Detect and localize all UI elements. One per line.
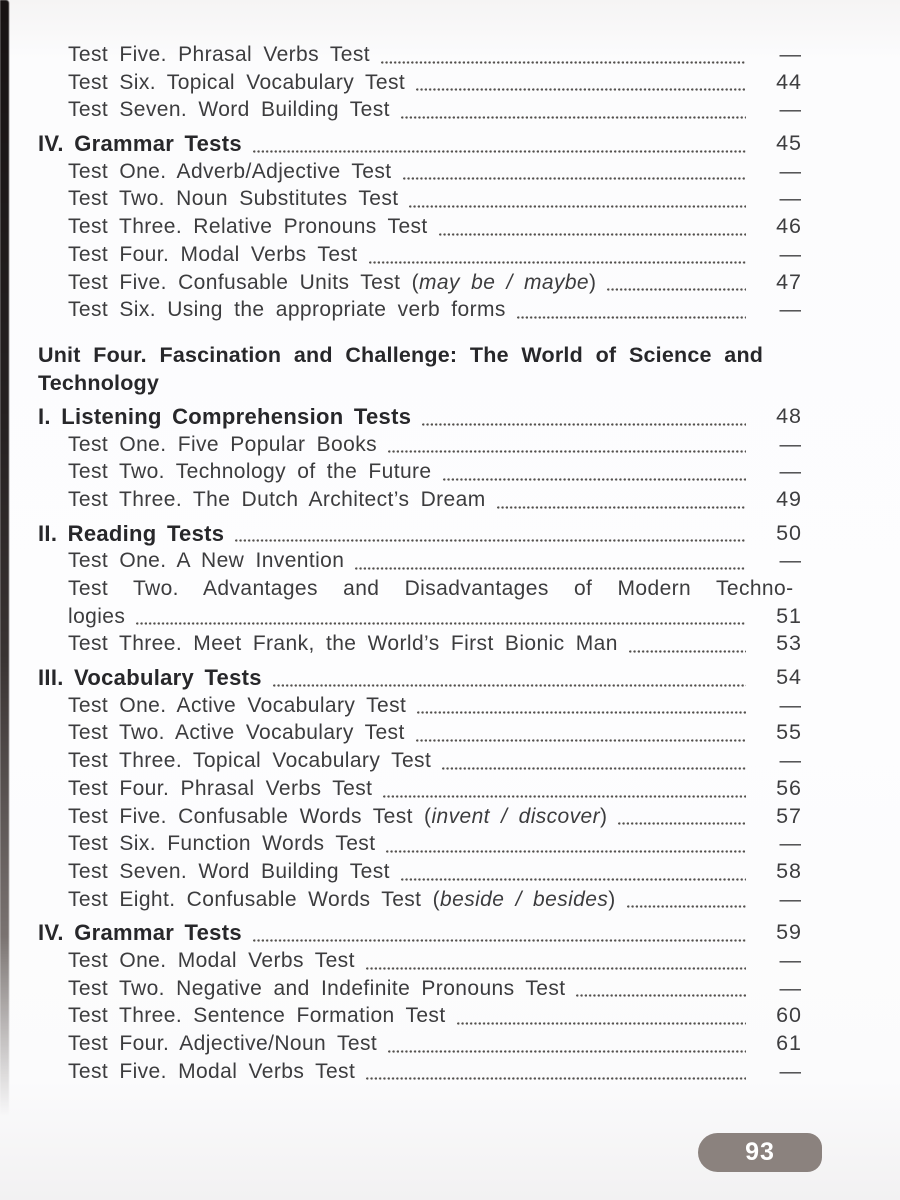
toc-entry-title: Test Five. Modal Verbs Test: [68, 1059, 356, 1083]
toc-entry: [38, 403, 411, 431]
toc-entry-suffix: ): [589, 270, 597, 294]
toc-row: [38, 96, 802, 124]
dot-leader: [409, 185, 746, 213]
dot-leader: [273, 664, 746, 692]
toc-entry-title: Test One. Active Vocabulary Test: [68, 693, 407, 717]
toc-entry: [38, 1058, 355, 1086]
toc-row: [38, 296, 802, 324]
toc-entry: [38, 886, 616, 914]
dot-leader: [416, 719, 746, 747]
toc-entry-page-number: —: [779, 431, 802, 456]
dot-leader: [442, 747, 746, 775]
toc-entry-title: logies: [68, 604, 126, 628]
toc-entry: [38, 803, 607, 831]
toc-entry-page-number: —: [779, 1058, 802, 1083]
toc-entry-page-number: —: [779, 297, 802, 322]
dot-leader: [253, 919, 746, 947]
toc-entry-page-number: —: [779, 692, 802, 717]
toc-entry-page-number: —: [779, 548, 802, 573]
toc-row: [38, 975, 802, 1003]
toc-row: [38, 241, 802, 269]
toc-entry-title: Test Five. Phrasal Verbs Test: [68, 43, 370, 66]
toc-entry: [38, 919, 242, 947]
toc-row: [38, 886, 802, 914]
toc-entry-page-number: 49: [776, 486, 802, 511]
toc-row: [38, 1030, 802, 1058]
toc-entry: [38, 185, 398, 213]
dot-leader: [439, 213, 746, 241]
dot-leader: [401, 858, 746, 886]
dot-leader: [366, 1058, 746, 1086]
dot-leader: [401, 96, 746, 124]
toc-entry-title: Test Three. Topical Vocabulary Test: [68, 749, 432, 773]
toc-entry: [38, 719, 405, 747]
toc-entry-italic-term: may be / maybe: [419, 270, 590, 294]
toc-row: [38, 185, 802, 213]
toc-entry-title: Test Three. Relative Pronouns Test: [68, 215, 428, 239]
toc-entry-title: Test Eight. Confusable Words Test (: [68, 887, 441, 911]
toc-entry-page-number: 47: [776, 269, 802, 294]
toc-entry-title: Test Six. Topical Vocabulary Test: [68, 70, 406, 94]
toc-unit-heading-line1: Unit Four. Fascination and Challenge: The World of Science and: [38, 342, 764, 367]
toc-entry-title: Test Two. Negative and Indefinite Pronouns Test: [68, 976, 566, 1000]
toc-entry-title: Test Five. Confusable Units Test (: [68, 270, 420, 294]
toc-entry-page-number: —: [779, 975, 802, 1000]
toc-entry-page-number: —: [779, 97, 802, 122]
toc-entry: [38, 947, 355, 975]
toc-entry: [38, 603, 125, 631]
toc-row: [38, 1058, 802, 1086]
toc-row: [38, 69, 802, 97]
toc-entry: [38, 664, 262, 692]
toc-entry: [38, 130, 242, 158]
toc-entry-title: Test Seven. Word Building Test: [68, 98, 390, 122]
toc-row: [38, 41, 802, 69]
dot-leader: [422, 403, 746, 431]
toc-entry-title: I. Listening Comprehension Tests: [38, 403, 412, 429]
toc-entry-page-number: 50: [776, 520, 802, 545]
dot-leader: [517, 296, 746, 324]
dot-leader: [416, 69, 746, 97]
dot-leader: [618, 803, 746, 831]
dot-leader: [366, 947, 746, 975]
toc-entry: [38, 858, 390, 886]
toc-entry-title: Test Four. Adjective/Noun Test: [68, 1032, 378, 1055]
dot-leader: [417, 692, 746, 720]
dot-leader: [388, 1030, 746, 1058]
toc-entry-page-number: 57: [776, 803, 802, 828]
dot-leader: [629, 630, 746, 658]
toc-entry: [38, 296, 506, 324]
toc-entry-title: Test Three. The Dutch Architect’s Dream: [68, 487, 486, 511]
toc-entry: [38, 458, 432, 486]
toc-entry-page-number: —: [779, 241, 802, 266]
toc-entry-title: Test Seven. Word Building Test: [68, 859, 390, 883]
dot-leader: [383, 775, 746, 803]
toc-row: [38, 1002, 802, 1030]
dot-leader: [576, 975, 746, 1003]
toc-entry-italic-term: invent / discover: [431, 804, 601, 828]
toc-entry-page-number: 46: [776, 214, 802, 239]
toc-entry: [38, 69, 405, 97]
toc-entry-page-number: —: [779, 42, 802, 66]
toc-row: [38, 775, 802, 803]
toc-entry-title: II. Reading Tests: [38, 520, 225, 546]
toc-entry: [38, 41, 370, 69]
dot-leader: [386, 830, 746, 858]
dot-leader: [136, 603, 746, 631]
toc-entry-page-number: —: [779, 886, 802, 911]
toc-row: [38, 603, 802, 631]
dot-leader: [388, 431, 746, 459]
toc-entry-page-number: 61: [776, 1031, 802, 1055]
toc-entry-page-number: —: [779, 186, 802, 211]
toc-entry: [38, 1002, 446, 1030]
toc-entry: [38, 1030, 377, 1058]
toc-entry-page-number: —: [779, 158, 802, 183]
toc-entry-title: Test Two. Technology of the Future: [68, 460, 432, 484]
toc-entry-title: IV. Grammar Tests: [38, 920, 242, 946]
toc-entry: [38, 431, 377, 459]
toc-row: [38, 403, 802, 431]
toc-entry: [38, 213, 428, 241]
dot-leader: [607, 269, 746, 297]
toc-entry-page-number: —: [779, 748, 802, 773]
toc-row: [38, 213, 802, 241]
toc-row: [38, 158, 802, 186]
toc-entry: [38, 975, 565, 1003]
toc-entry-title: Test Three. Meet Frank, the World’s First Bionic Man: [68, 632, 618, 656]
toc-entry-title: Test Two. Active Vocabulary Test: [68, 721, 405, 745]
toc-entry-page-number: 55: [776, 720, 802, 745]
toc-entry-page-number: 58: [776, 858, 802, 883]
toc-entry-page-number: —: [779, 459, 802, 484]
toc-row: [38, 458, 802, 486]
toc-entry-title: Test Four. Phrasal Verbs Test: [68, 776, 373, 800]
toc-row: [38, 747, 802, 775]
toc-row: [38, 803, 802, 831]
book-spine-shadow: [0, 0, 9, 1200]
toc-entry-page-number: —: [779, 831, 802, 856]
toc-entry: [38, 747, 431, 775]
toc-entry-italic-term: beside / besides: [440, 887, 609, 911]
toc-entry-page-number: 44: [776, 69, 802, 94]
dot-leader: [627, 886, 746, 914]
toc-row: [38, 520, 802, 548]
toc-row: [38, 719, 802, 747]
toc-entry-page-number: 60: [776, 1003, 802, 1028]
toc-entry-title: Test Three. Sentence Formation Test: [68, 1004, 446, 1028]
toc-entry-title: Test Six. Using the appropriate verb forms: [68, 298, 506, 322]
toc-entry: [38, 775, 372, 803]
toc-row: [38, 130, 802, 158]
table-of-contents: [38, 41, 802, 1085]
toc-row: [38, 692, 802, 720]
toc-entry: [38, 692, 406, 720]
dot-leader: [253, 130, 746, 158]
toc-entry-title: IV. Grammar Tests: [38, 131, 242, 157]
toc-entry-title: III. Vocabulary Tests: [38, 665, 262, 691]
toc-row: [38, 919, 802, 947]
toc-unit-heading: [38, 341, 802, 397]
toc-row: [38, 486, 802, 514]
dot-leader: [497, 486, 746, 514]
toc-entry-page-number: 51: [776, 603, 802, 628]
toc-row: [38, 947, 802, 975]
toc-row: [38, 664, 802, 692]
dot-leader: [381, 41, 746, 69]
dot-leader: [457, 1002, 746, 1030]
toc-entry-title: Test One. Modal Verbs Test: [68, 948, 355, 972]
toc-entry-title: Test One. Five Popular Books: [68, 432, 377, 456]
toc-entry-title: Test Five. Confusable Words Test (: [68, 804, 432, 828]
toc-row: [38, 858, 802, 886]
toc-row: [38, 269, 802, 297]
toc-entry: [38, 269, 596, 297]
page-number-badge: 93: [698, 1133, 822, 1172]
dot-leader: [235, 520, 746, 548]
toc-entry-title: Test Two. Advantages and Disadvantages of Modern Techno-: [68, 577, 794, 600]
toc-entry-page-number: 59: [776, 920, 802, 945]
toc-entry-page-number: 56: [776, 775, 802, 800]
toc-row: [38, 830, 802, 858]
toc-row: [38, 431, 802, 459]
dot-leader: [355, 547, 746, 575]
toc-entry-page-number: 54: [776, 665, 802, 690]
toc-entry-page-number: 45: [776, 131, 802, 156]
toc-entry-suffix: ): [608, 887, 616, 911]
toc-entry-title: Test Six. Function Words Test: [68, 832, 376, 856]
toc-entry: [38, 486, 486, 514]
toc-entry-title: Test One. A New Invention: [68, 549, 345, 573]
toc-entry-page-number: 48: [776, 403, 802, 428]
toc-entry-title: Test Two. Noun Substitutes Test: [68, 187, 399, 211]
dot-leader: [443, 458, 746, 486]
toc-entry-title: Test One. Adverb/Adjective Test: [68, 159, 392, 183]
toc-entry: [38, 630, 618, 658]
toc-row: [38, 547, 802, 575]
toc-entry-suffix: ): [600, 804, 608, 828]
toc-row: [38, 575, 802, 603]
toc-entry: [38, 830, 375, 858]
toc-entry: [38, 158, 392, 186]
toc-unit-heading-line2: Technology: [38, 370, 160, 395]
toc-row: [38, 630, 802, 658]
toc-entry-title: Test Four. Modal Verbs Test: [68, 242, 358, 266]
toc-entry-page-number: 53: [776, 631, 802, 656]
dot-leader: [403, 158, 746, 186]
dot-leader: [369, 241, 746, 269]
toc-entry: [38, 547, 344, 575]
toc-entry: [38, 241, 358, 269]
toc-entry: [38, 520, 224, 548]
toc-entry-page-number: —: [779, 947, 802, 972]
toc-entry: [38, 575, 794, 603]
toc-entry: [38, 96, 390, 124]
